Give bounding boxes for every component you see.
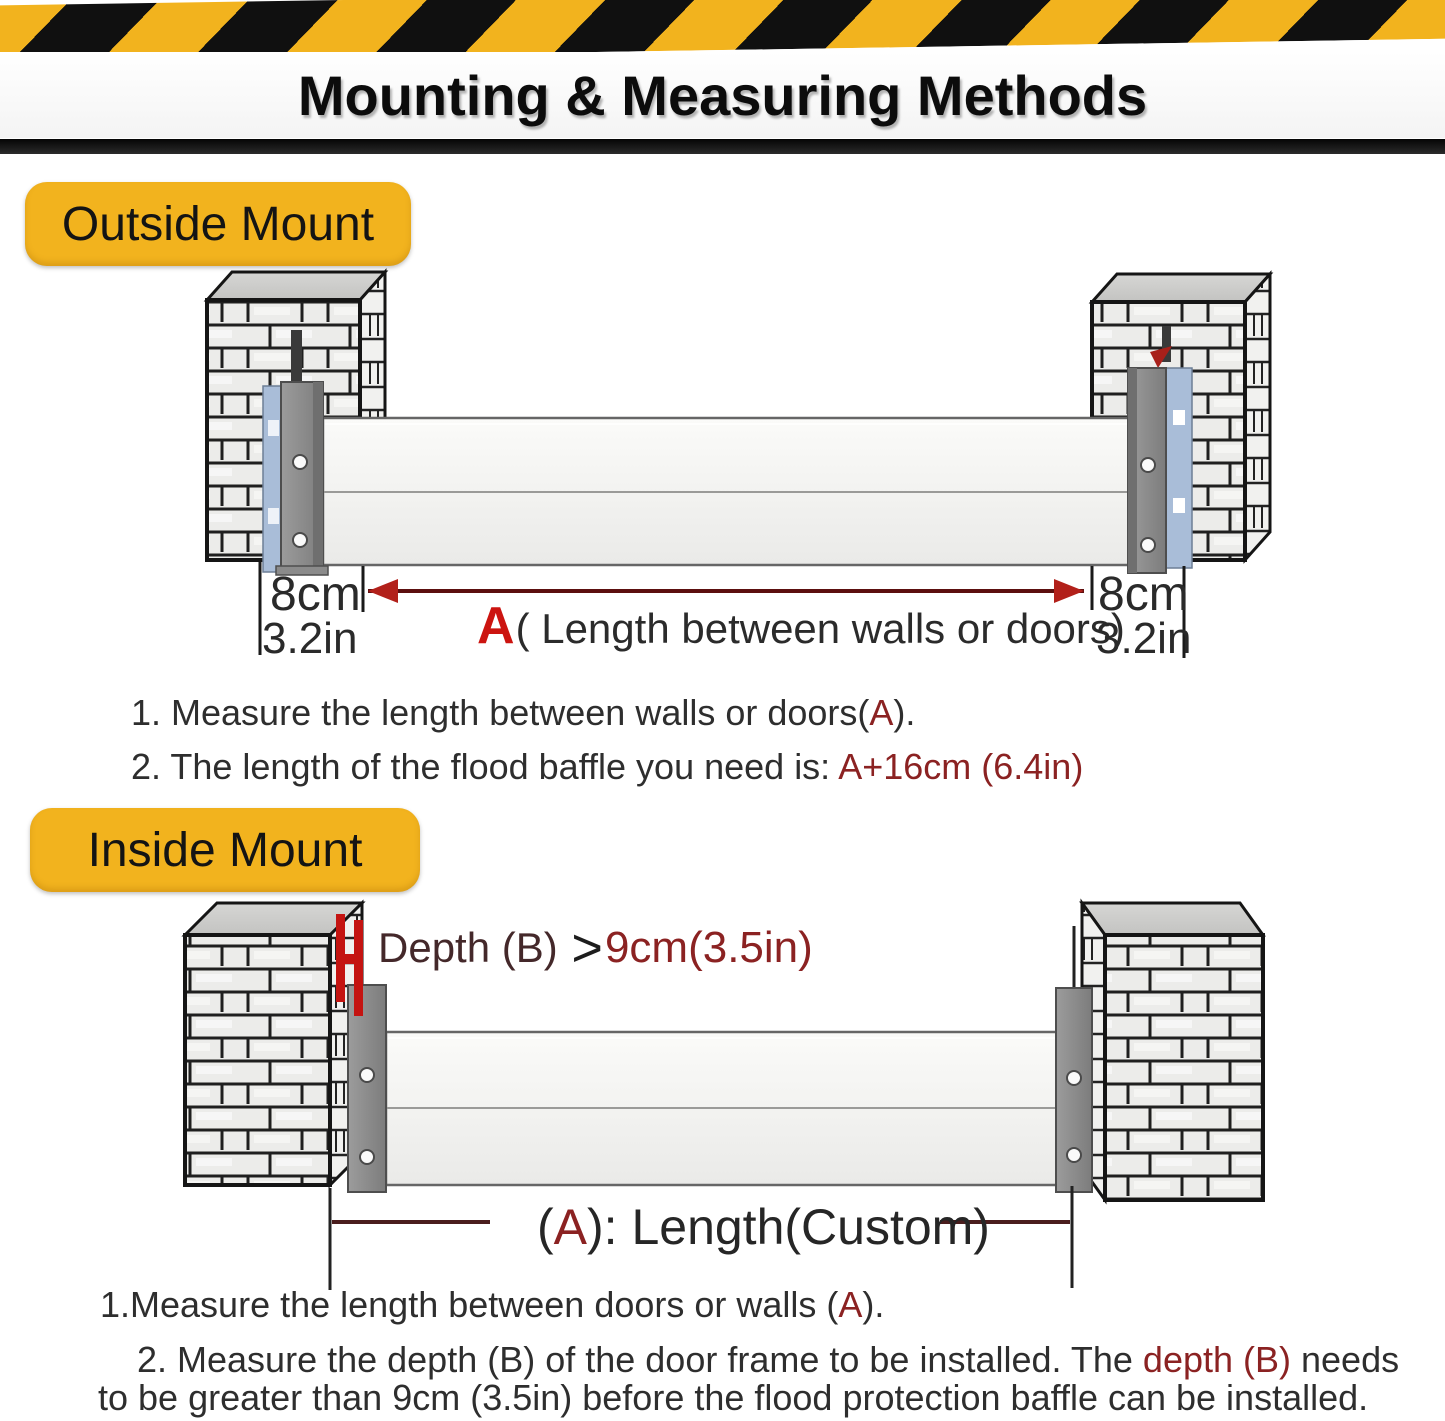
inside-left-brick-pillar [185,903,362,1185]
outside-span-label [477,599,1125,654]
outside-mount-label [25,182,411,266]
page-title: Mounting & Measuring Methods [297,63,1148,127]
inside-depth-label [378,920,813,977]
outside-left-dim-in: 3.2in [262,614,358,663]
bracket-left [348,985,386,1192]
seal-strip-right [1166,368,1192,568]
flood-barrier-panel [386,1032,1060,1185]
inside-mount-label-text: Inside Mount [87,823,363,877]
inside-right-brick-pillar [1082,903,1263,1200]
outside-step-1: 1. Measure the length between walls or doors(A). [131,692,916,733]
span-a: A [477,597,515,655]
outside-right-dim-in: 3.2in [1096,614,1192,663]
inside-mount-label [30,808,420,892]
inside-step-1: 1.Measure the length between doors or walls (A). [100,1284,885,1325]
bracket-right [1128,368,1166,573]
outside-mount-label-text: Outside Mount [61,197,375,251]
depth-name: Depth (B) [378,924,570,971]
span-rest: ( Length between walls or doors) [515,605,1125,652]
seal-strip-left [263,386,282,572]
flood-barrier-panel [323,418,1130,565]
inside-step-2-line-2: to be greater than 9cm (3.5in) before the flood protection baffle can be installed. [98,1377,1369,1418]
outside-step-2: 2. The length of the flood baffle you need is: A+16cm (6.4in) [131,746,1084,787]
greater-than-sign: > [571,918,603,978]
mount-slot [291,330,302,384]
outside-right-dim-cm: 8cm [1098,568,1189,621]
depth-value: 9cm(3.5in) [604,923,813,972]
bracket-left [276,382,328,575]
inside-length-label: (A): Length(Custom) [537,1199,990,1255]
outside-left-dim-cm: 8cm [270,568,361,621]
inside-step-2-line-1: 2. Measure the depth (B) of the door frame to be installed. The depth (B) needs [137,1339,1400,1380]
